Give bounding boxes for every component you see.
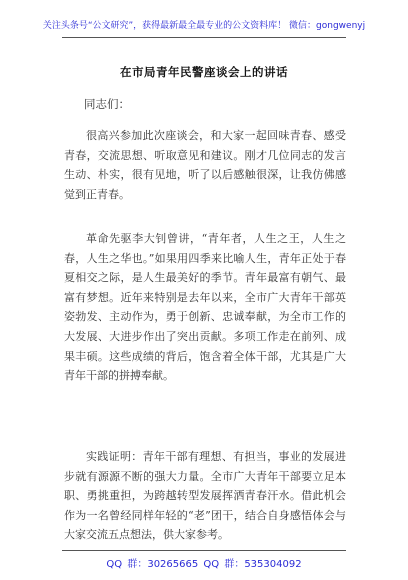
document-title: 在市局青年民警座谈会上的讲话 [120,65,288,79]
body-paragraph: 实践证明：青年干部有理想、有担当，事业的发展进步就有源源不断的强大力量。全市广大青年干部要立足本职、勇挑重担，为跨越转型发展挥洒青春汗水。借此机会作为一名曾经同样年轻的“老”团干，结合自身感悟体会与大家交流五点想法，供大家参考。 [64,450,346,542]
footer-divider [62,550,346,551]
header-divider [62,37,346,38]
body-paragraph: 革命先驱李大钊曾讲，“青年者，人生之王，人生之春，人生之华也。”如果用四季来比喻人生，青年正处于春夏相交之际，是人生最美好的季节。青年最富有朝气、最富有梦想。近年来特别是去年以来，全市广大青年干部英姿勃发、主动作为，勇于创新、忠诚奉献，为全市工作的大发展、大进步作出了突出贡献。多项工作走在前列、成果丰硕。这些成绩的背后，饱含着全体干部，尤其是广大青年干部的拼搏奉献。 [64,232,346,383]
body-paragraph: 很高兴参加此次座谈会，和大家一起回味青春、感受青春，交流思想、听取意见和建议。刚才几位同志的发言生动、朴实，很有见地，听了以后感触很深，让我仿佛感觉到正青春。 [64,129,346,201]
salutation: 同志们： [84,97,130,111]
header-notice: 关注头条号“公文研究”，获得最新最全最专业的公文资料库！ 微信：gongwenyj [42,21,366,31]
footer-contact: QQ 群：30265665 QQ 群：535304092 [106,559,302,570]
